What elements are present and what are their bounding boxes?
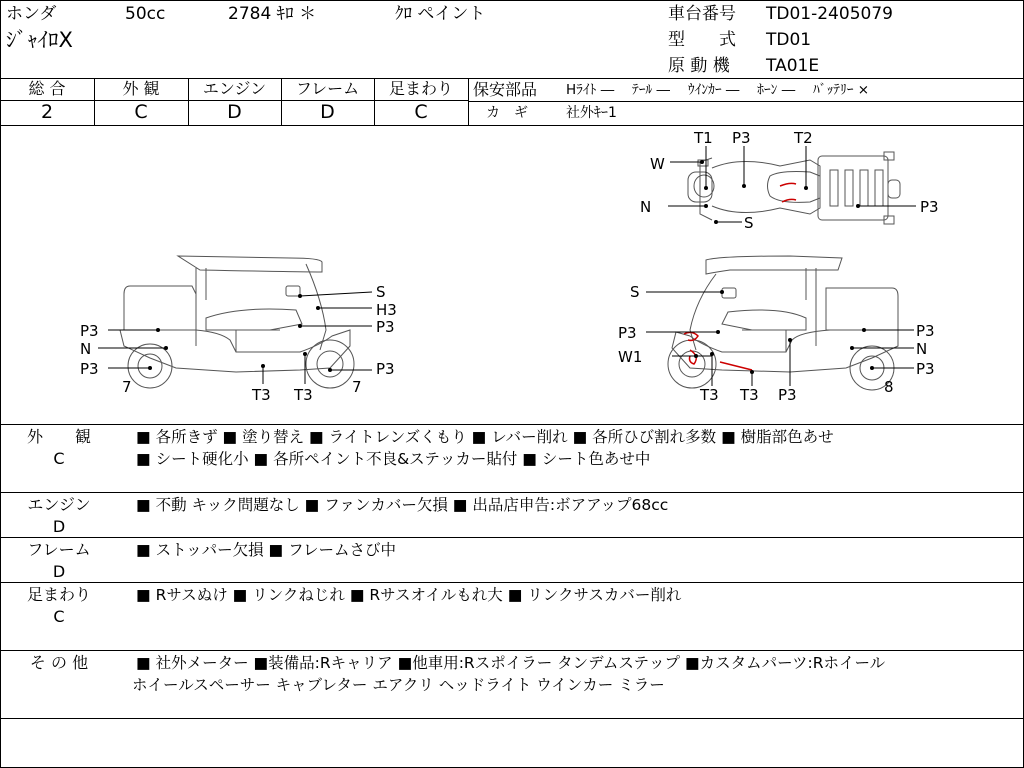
label-P3: P3 xyxy=(732,129,751,147)
section-grade: D xyxy=(52,562,66,581)
grade-exterior-label: 外 観 xyxy=(122,79,160,98)
frame-no-label: 車台番号 xyxy=(668,4,736,24)
label-S: S xyxy=(630,283,640,301)
divider xyxy=(0,582,1024,583)
label-S: S xyxy=(376,283,386,301)
label-S: S xyxy=(744,214,754,232)
section-line: ■ シート硬化小 ■ 各所ペイント不良&ステッカー貼付 ■ シート色あせ中 xyxy=(136,450,651,468)
section-grade: D xyxy=(52,517,66,536)
frame-no: TD01-2405079 xyxy=(766,4,893,24)
grade-exterior-value: C xyxy=(134,101,148,123)
label-P3: P3 xyxy=(376,318,395,336)
section-title: 外 観 xyxy=(26,427,91,446)
divider xyxy=(468,101,1024,102)
label-N: N xyxy=(916,340,928,358)
engine-value: TA01E xyxy=(766,56,820,76)
key-label: カ ギ xyxy=(486,105,528,121)
safety-title: 保安部品 xyxy=(473,80,538,99)
label-T3: T3 xyxy=(740,386,759,404)
grade-frame-value: D xyxy=(320,101,335,123)
section-line: ■ ストッパー欠損 ■ フレームさび中 xyxy=(136,541,396,559)
label-P3: P3 xyxy=(80,360,99,378)
grade-engine-label: エンジン xyxy=(202,79,267,98)
label-T1: T1 xyxy=(694,129,713,147)
grade-overall-label: 総 合 xyxy=(28,79,66,98)
top-view xyxy=(640,129,939,232)
label-T3: T3 xyxy=(700,386,719,404)
label-W1: W1 xyxy=(618,348,643,366)
type-label: 型 式 xyxy=(668,30,736,50)
grade-engine-value: D xyxy=(227,101,242,123)
grade-suspension-label: 足まわり xyxy=(388,79,453,98)
displacement: 50cc xyxy=(125,4,166,24)
section-title: エンジン xyxy=(27,495,91,514)
divider xyxy=(0,492,1024,493)
label-8: 8 xyxy=(884,378,894,396)
divider xyxy=(0,718,1024,719)
section-title: フレーム xyxy=(27,540,91,559)
divider xyxy=(0,650,1024,651)
label-N: N xyxy=(80,340,92,358)
grade-overall-value: 2 xyxy=(40,101,54,123)
divider xyxy=(0,424,1024,425)
section-title: そ の 他 xyxy=(29,653,89,672)
label-P3: P3 xyxy=(778,386,797,404)
safety-items: Hﾗｲﾄ ― ﾃｰﾙ ― ｳｲﾝｶｰ ― ﾎｰﾝ ― ﾊﾞｯﾃﾘｰ × xyxy=(566,82,870,98)
mileage: 2784 ｷﾛ ＊ xyxy=(228,4,317,24)
label-T3: T3 xyxy=(294,386,313,404)
type-value: TD01 xyxy=(766,30,812,50)
label-7: 7 xyxy=(122,378,132,396)
model-name: ｼﾞｬｲﾛX xyxy=(6,28,73,52)
engine-label: 原 動 機 xyxy=(668,56,730,76)
label-P3: P3 xyxy=(916,360,935,378)
label-P3: P3 xyxy=(80,322,99,340)
section-line: ■ Rサスぬけ ■ リンクねじれ ■ Rサスオイルもれ大 ■ リンクサスカバー削れ xyxy=(136,586,682,604)
section-line: ホイールスペーサー キャブレター エアクリ ヘッドライト ウインカー ミラー xyxy=(132,676,665,694)
section-grade: C xyxy=(53,607,65,626)
maker: ホンダ xyxy=(6,4,57,24)
label-P3: P3 xyxy=(916,322,935,340)
color: ｸﾛ ペイント xyxy=(395,4,486,24)
label-P3: P3 xyxy=(920,198,939,216)
label-W: W xyxy=(650,155,665,173)
label-T3: T3 xyxy=(252,386,271,404)
label-7: 7 xyxy=(352,378,362,396)
section-grade: C xyxy=(53,449,65,468)
label-N: N xyxy=(640,198,652,216)
label-P3: P3 xyxy=(376,360,395,378)
label-T2: T2 xyxy=(794,129,813,147)
left-side-view xyxy=(80,256,397,404)
label-H3: H3 xyxy=(376,301,397,319)
damage-diagram xyxy=(0,126,1024,424)
section-line: ■ 各所きず ■ 塗り替え ■ ライトレンズくもり ■ レバー削れ ■ 各所ひび割れ多数 ■ 樹脂部色あせ xyxy=(136,428,834,446)
divider xyxy=(0,537,1024,538)
section-line: ■ 不動 キック問題なし ■ ファンカバー欠損 ■ 出品店申告:ボアアップ68cc xyxy=(136,496,669,514)
section-title: 足まわり xyxy=(26,585,91,604)
right-side-view xyxy=(618,256,935,404)
divider xyxy=(468,78,469,125)
grade-frame-label: フレーム xyxy=(295,79,360,98)
label-P3: P3 xyxy=(618,324,637,342)
grade-suspension-value: C xyxy=(414,101,428,123)
key-value: 社外ｷｰ1 xyxy=(566,105,617,121)
section-line: ■ 社外メーター ■装備品:Rキャリア ■他車用:Rスポイラー タンデムステップ ■カスタムパーツ:Rホイール xyxy=(136,654,886,672)
